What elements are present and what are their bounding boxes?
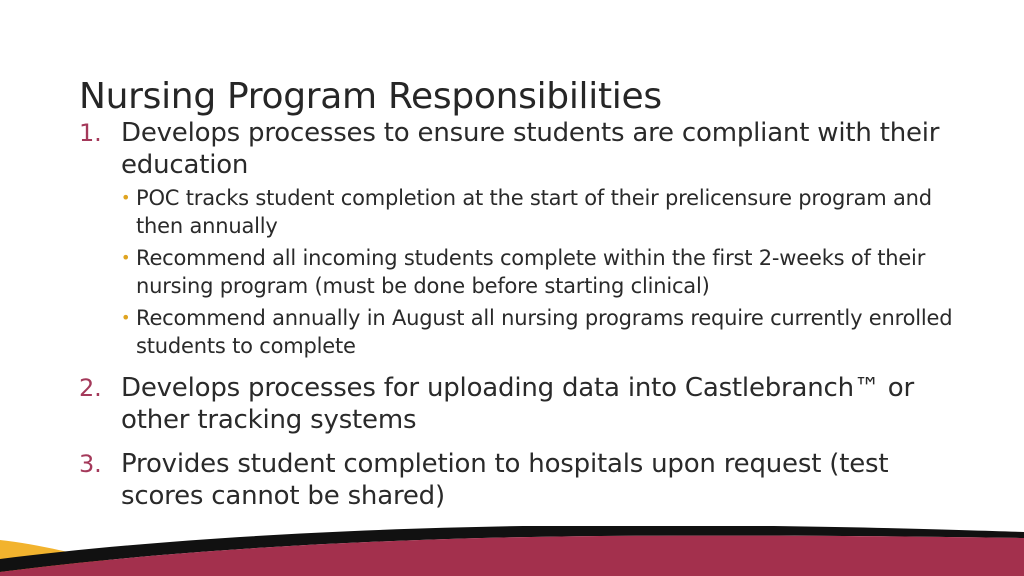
bullet-icon: • xyxy=(121,308,131,327)
sub-item-3 xyxy=(121,304,959,360)
list-text-1: Develops processes to ensure students are compliant with their education xyxy=(121,118,940,180)
sub-item-text: Recommend annually in August all nursing programs require currently enrolled students to complete xyxy=(136,306,953,358)
list-number-1: 1. xyxy=(79,119,102,147)
sub-item-text: POC tracks student completion at the start of their prelicensure program and then annually xyxy=(136,186,932,238)
list-number-2: 2. xyxy=(79,374,102,402)
bullet-icon: • xyxy=(121,188,131,207)
sub-item-text: Recommend all incoming students complete within the first 2-weeks of their nursing program (must be done before starting clinical) xyxy=(136,246,926,298)
footer-maroon-wave xyxy=(0,536,1024,576)
slide-title: Nursing Program Responsibilities xyxy=(79,76,662,118)
list-item-3 xyxy=(79,448,959,512)
content-list xyxy=(79,117,959,512)
sub-item-1 xyxy=(121,184,959,240)
list-number-3: 3. xyxy=(79,450,102,478)
bullet-icon: • xyxy=(121,248,131,267)
list-text-2: Develops processes for uploading data into Castlebranch™ or other tracking systems xyxy=(121,373,914,435)
list-item-1 xyxy=(79,117,959,360)
footer-wave-decoration xyxy=(0,526,1024,576)
sub-list xyxy=(121,184,959,360)
list-text-3: Provides student completion to hospitals upon request (test scores cannot be shared) xyxy=(121,449,889,511)
sub-item-2 xyxy=(121,244,959,300)
list-item-2 xyxy=(79,372,959,436)
